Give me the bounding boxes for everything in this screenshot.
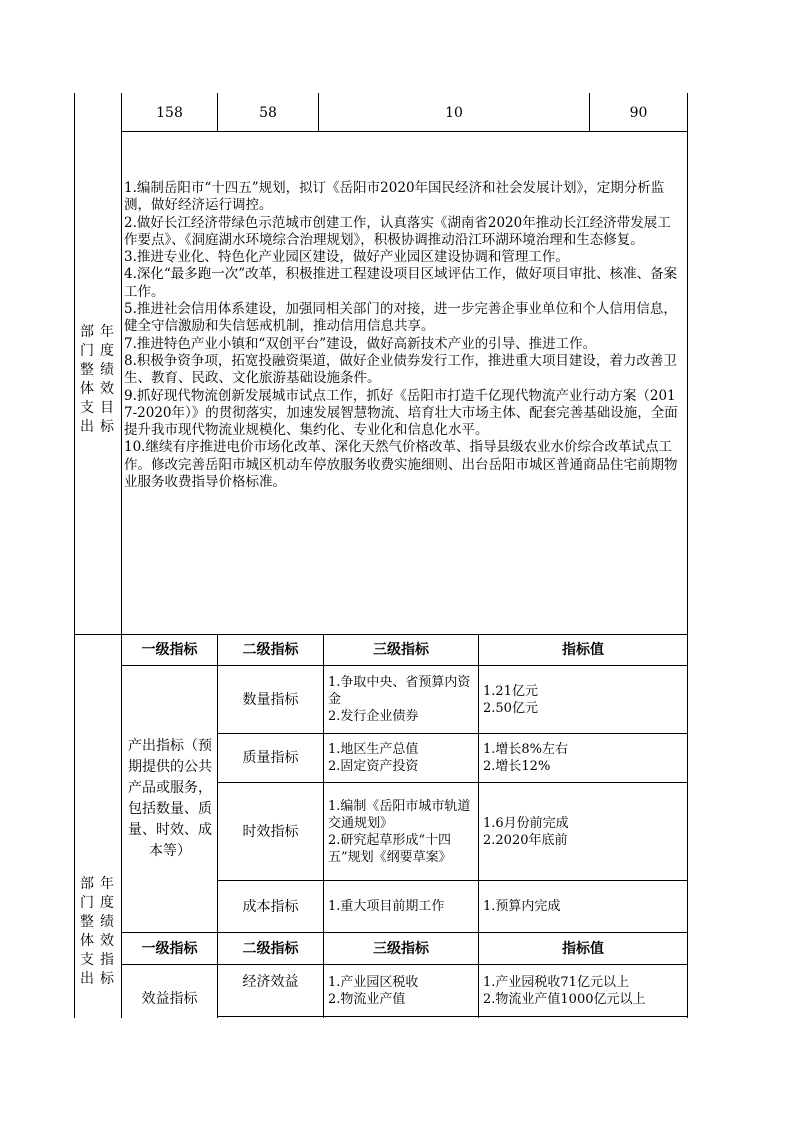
goal-item: 9.抓好现代物流创新发展城市试点工作，抓好《岳阳市打造千亿现代物流产业行动方案（2017-2020年）》的贯彻落实，加速发展智慧物流、培育壮大市场主体、配套完善基础设施，全面提升我市现代物流业规模化、集约化、专业化和信息化水平。 — [124, 387, 678, 439]
row-qty-level2: 数量指标 — [242, 691, 299, 708]
goal-item: 7.推进特色产业小镇和“双创平台”建设，做好高新技术产业的引导、推进工作。 — [124, 335, 597, 352]
table-left-border — [74, 93, 75, 1018]
header2-value: 指标值 — [562, 940, 604, 957]
row-cost-value: 1.预算内完成 — [483, 899, 561, 914]
goal-item: 1.编制岳阳市“十四五”规划，拟订《岳阳市2020年国民经济和社会发展计划》，定期分析监测，做好经济运行调控。 — [124, 180, 665, 214]
row-quality-level3: 1.地区生产总值 2.固定资产投资 — [328, 742, 419, 774]
benefit-value: 1.产业园税收71亿元以上 2.物流业产值1000亿元以上 — [483, 974, 646, 1007]
section2-right-label: 年 度 绩 效 指 标 — [100, 876, 114, 987]
row-benefit-bottom — [217, 1016, 688, 1017]
row-qty-value: 1.21亿元 2.50亿元 — [483, 683, 538, 716]
header-value: 指标值 — [562, 642, 604, 658]
top-cell-1: 158 — [156, 104, 183, 121]
annual-goals-text — [124, 180, 684, 491]
header-level3: 三级指标 — [373, 642, 429, 658]
top-cell-2: 58 — [259, 104, 277, 121]
row-time-level3: 1.编制《岳阳市城市轨道交通规划》 2.研究起草形成“十四五”规划《纲要草案》 — [328, 798, 471, 865]
section1-right-label: 年 度 绩 效 目 标 — [100, 324, 114, 435]
row-quality-value: 1.增长8%左右 2.增长12% — [483, 742, 569, 774]
goal-item: 3.推进专业化、特色化产业园区建设，做好产业园区建设协调和管理工作。 — [124, 249, 569, 266]
section1-left-label: 部 门 整 体 支 出 — [80, 324, 94, 435]
row-qty-level3: 1.争取中央、省预算内资金 2.发行企业债券 — [328, 675, 471, 724]
top-cell-4: 90 — [629, 104, 648, 121]
benefit-indicator-label: 效益指标 — [141, 991, 198, 1007]
section2-left-label: 部 门 整 体 支 出 — [80, 876, 94, 987]
output-indicator-label: 产出指标（预期提供的公共产品或服务，包括数量、质量、时效、成本等） — [128, 738, 212, 859]
header2-level1: 一级指标 — [141, 940, 198, 957]
top-cell-3: 10 — [445, 104, 463, 121]
goal-item: 2.做好长江经济带绿色示范城市创建工作，认真落实《湖南省2020年推动长江经济带发展工作要点》、《洞庭湖水环境综合治理规划》，积极协调推动沿江环湖环境治理和生态修复。 — [124, 214, 671, 248]
top-row-bottom-border — [121, 131, 688, 132]
row-quality-level2: 质量指标 — [242, 750, 299, 766]
header-level2: 二级指标 — [242, 642, 299, 658]
row-cost-level2: 成本指标 — [242, 898, 299, 915]
benefit-level3: 1.产业园区税收 2.物流业产值 — [328, 974, 419, 1007]
row-cost-level3: 1.重大项目前期工作 — [328, 899, 445, 914]
row-time-level2: 时效指标 — [242, 823, 299, 840]
header2-level2: 二级指标 — [242, 940, 299, 957]
row-time-value: 1.6月份前完成 2.2020年底前 — [483, 815, 569, 848]
benefit-level2: 经济效益 — [242, 974, 299, 990]
header2-level3: 三级指标 — [373, 940, 429, 957]
label-column-divider — [121, 93, 122, 1018]
goal-item: 8.积极争资争项，拓宽投融资渠道，做好企业债券发行工作，推进重大项目建设，着力改善卫生、教育、民政、文化旅游基础设施条件。 — [124, 352, 677, 387]
goal-item: 10.继续有序推进电价市场化改革、深化天然气价格改革、指导县级农业水价综合改革试点工作。修改完善岳阳市城区机动车停放服务收费实施细则、出台岳阳市城区普通商品住宅前期物业服务收费指导价格标准。 — [124, 439, 678, 491]
header-level1: 一级指标 — [141, 642, 198, 658]
goal-item: 4.深化“最多跑一次”改革，积极推进工程建设项目区域评估工作，做好项目审批、核准、备案工作。 — [124, 266, 678, 300]
goal-item: 5.推进社会信用体系建设，加强同相关部门的对接，进一步完善企事业单位和个人信用信息，健全守信激励和失信惩戒机制，推动信用信息共享。 — [124, 301, 677, 335]
